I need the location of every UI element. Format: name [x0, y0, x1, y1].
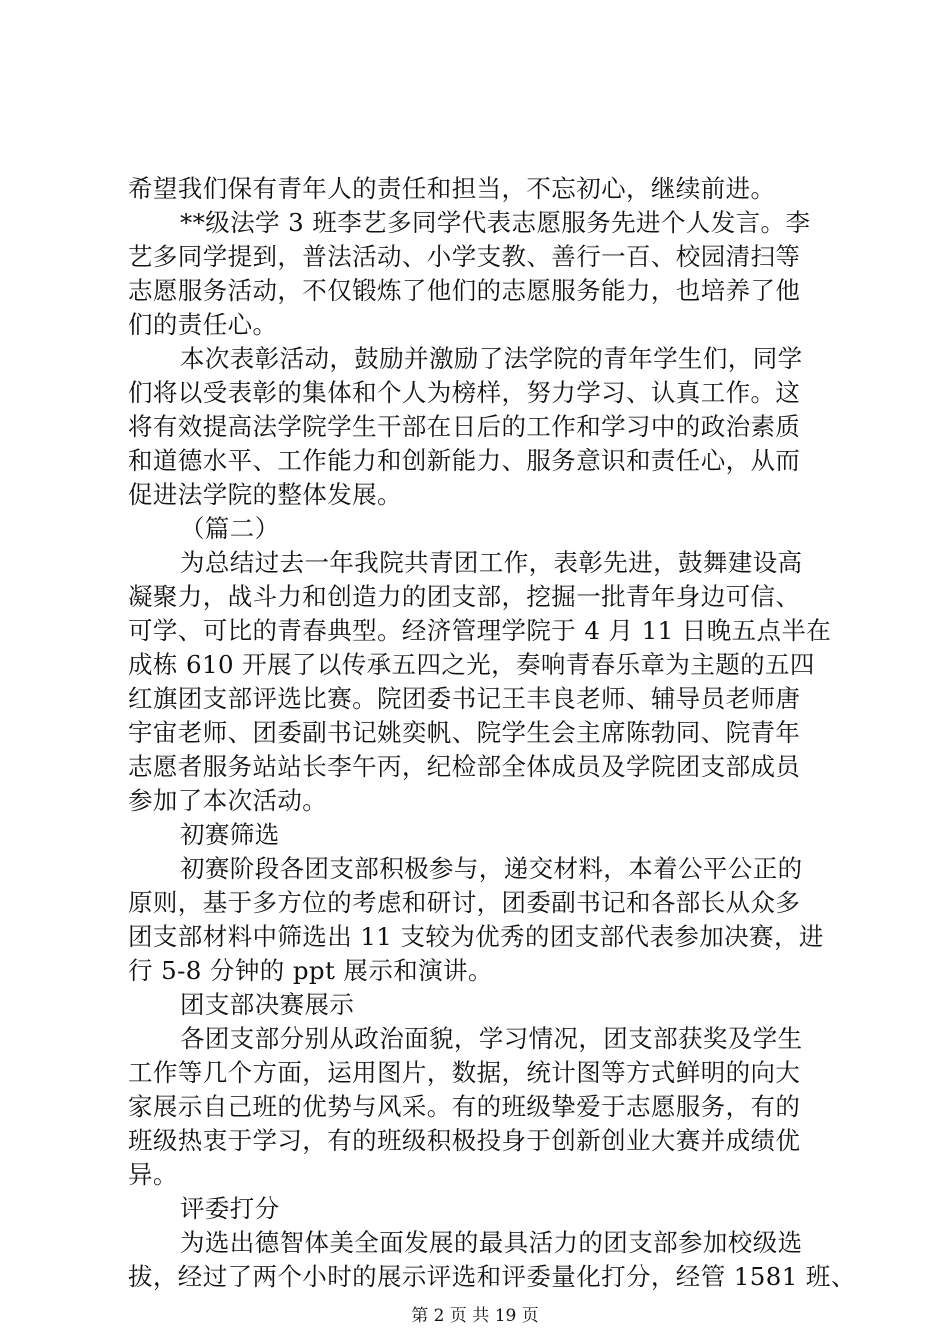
section-heading: （篇二）: [180, 514, 280, 543]
text-line: 家展示自己班的优势与风采。有的班级挚爱于志愿服务，有的: [128, 1092, 801, 1121]
text-line: 宇宙老师、团委副书记姚奕帆、院学生会主席陈勃同、院青年: [128, 718, 801, 747]
text-line: 凝聚力，战斗力和创造力的团支部，挖掘一批青年身边可信、: [128, 582, 801, 611]
text-line: 本次表彰活动，鼓励并激励了法学院的青年学生们，同学: [180, 344, 803, 373]
text-line: **级法学 3 班李艺多同学代表志愿服务先进个人发言。李: [180, 208, 811, 237]
text-line: 拔，经过了两个小时的展示评选和评委量化打分，经管 1581 班、: [128, 1262, 856, 1291]
section-heading: 团支部决赛展示: [180, 990, 355, 1019]
text-line: 希望我们保有青年人的责任和担当，不忘初心，继续前进。: [128, 174, 776, 203]
text-line: 志愿者服务站站长李午丙，纪检部全体成员及学院团支部成员: [128, 752, 801, 781]
text-line: 初赛阶段各团支部积极参与，递交材料，本着公平公正的: [180, 854, 803, 883]
text-line: 红旗团支部评选比赛。院团委书记王丰良老师、辅导员老师唐: [128, 684, 801, 713]
text-line: 艺多同学提到，普法活动、小学支教、善行一百、校园清扫等: [128, 242, 801, 271]
text-line: 各团支部分别从政治面貌，学习情况，团支部获奖及学生: [180, 1024, 803, 1053]
text-line: 志愿服务活动，不仅锻炼了他们的志愿服务能力，也培养了他: [128, 276, 801, 305]
text-line: 们的责任心。: [128, 310, 278, 339]
section-heading: 初赛筛选: [180, 820, 280, 849]
text-line: 将有效提高法学院学生干部在日后的工作和学习中的政治素质: [128, 412, 801, 441]
text-line: 们将以受表彰的集体和个人为榜样，努力学习、认真工作。这: [128, 378, 801, 407]
text-line: 班级热衷于学习，有的班级积极投身于创新创业大赛并成绩优: [128, 1126, 801, 1155]
text-line: 工作等几个方面，运用图片，数据，统计图等方式鲜明的向大: [128, 1058, 801, 1087]
text-line: 原则，基于多方位的考虑和研讨，团委副书记和各部长从众多: [128, 888, 801, 917]
text-line: 团支部材料中筛选出 11 支较为优秀的团支部代表参加决赛，进: [128, 922, 824, 951]
text-line: 行 5-8 分钟的 ppt 展示和演讲。: [128, 956, 493, 985]
text-line: 成栋 610 开展了以传承五四之光，奏响青春乐章为主题的五四: [128, 650, 815, 679]
text-line: 为总结过去一年我院共青团工作，表彰先进，鼓舞建设高: [180, 548, 803, 577]
page-number: 第 2 页 共 19 页: [411, 1306, 539, 1326]
text-line: 异。: [128, 1160, 178, 1189]
section-heading: 评委打分: [180, 1194, 280, 1223]
text-line: 参加了本次活动。: [128, 786, 328, 815]
text-line: 和道德水平、工作能力和创新能力、服务意识和责任心，从而: [128, 446, 801, 475]
text-line: 可学、可比的青春典型。经济管理学院于 4 月 11 日晚五点半在: [128, 616, 832, 645]
text-line: 为选出德智体美全面发展的最具活力的团支部参加校级选: [180, 1228, 803, 1257]
text-line: 促进法学院的整体发展。: [128, 480, 402, 509]
